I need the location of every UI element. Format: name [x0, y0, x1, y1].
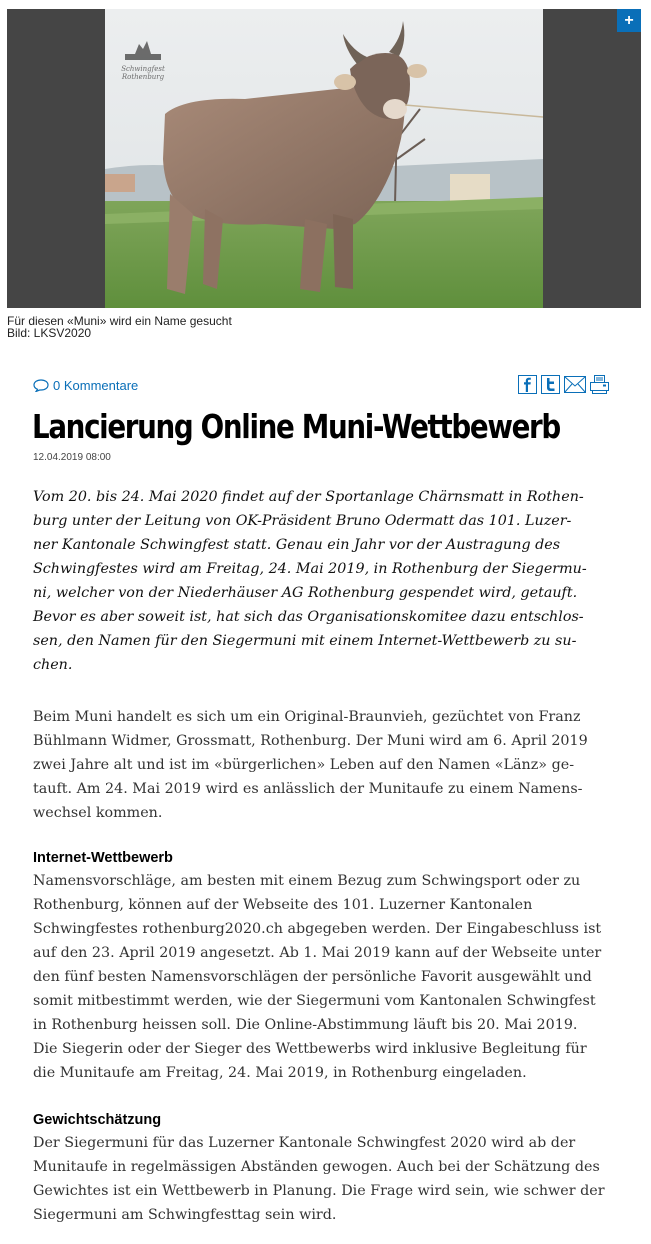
- lead-line: chen.: [33, 657, 73, 673]
- paragraph-line: Gewichtes ist ein Wettbewerb in Planung. Die Frage wird sein, wie schwer der: [33, 1183, 605, 1199]
- mail-icon[interactable]: [564, 375, 586, 394]
- article-paragraph: [33, 705, 623, 825]
- paragraph-line: Die Siegerin oder der Sieger des Wettbewerbs wird inklusive Begleitung für: [33, 1041, 587, 1057]
- svg-text:Schwingfest: Schwingfest: [121, 65, 165, 73]
- publish-date: 12.04.2019 08:00: [33, 452, 111, 463]
- hero-image-container: [7, 9, 641, 308]
- paragraph-line: zwei Jahre alt und ist im «bürgerlichen» Leben auf den Namen «Länz» ge-: [33, 757, 575, 773]
- paragraph-line: die Munitaufe am Freitag, 24. Mai 2019, in Rothenburg eingeladen.: [33, 1065, 527, 1081]
- print-icon[interactable]: [590, 375, 609, 394]
- paragraph-line: Siegermuni am Schwingfesttag sein wird.: [33, 1207, 337, 1223]
- comments-link[interactable]: [33, 378, 138, 393]
- lead-line: burg unter der Leitung von OK-Präsident Bruno Odermatt das 101. Luzer-: [33, 513, 572, 529]
- article-paragraph: [33, 1131, 623, 1227]
- lead-line: Schwingfestes wird am Freitag, 24. Mai 2019, in Rothenburg der Siegermu-: [33, 561, 587, 577]
- hero-photo[interactable]: [105, 9, 543, 308]
- share-bar: [518, 375, 609, 394]
- paragraph-line: in Rothenburg heissen soll. Die Online-Abstimmung läuft bis 20. Mai 2019.: [33, 1017, 578, 1033]
- article-lead: [33, 485, 623, 677]
- paragraph-line: auf den 23. April 2019 angesetzt. Ab 1. Mai 2019 kann auf der Webseite unter: [33, 945, 602, 961]
- paragraph-line: tauft. Am 24. Mai 2019 wird es anlässlich der Munitaufe zu einem Namens-: [33, 781, 583, 797]
- svg-text:Rothenburg: Rothenburg: [121, 73, 165, 81]
- lead-line: ner Kantonale Schwingfest statt. Genau ein Jahr vor der Austragung des: [33, 537, 561, 553]
- article-title: Lancierung Online Muni-Wettbewerb: [32, 407, 560, 446]
- image-caption: [7, 315, 232, 339]
- paragraph-line: den fünf besten Namensvorschlägen der persönliche Favorit ausgewählt und: [33, 969, 592, 985]
- lead-line: sen, den Namen für den Siegermuni mit einem Internet-Wettbewerb zu su-: [33, 633, 577, 649]
- caption-text: Für diesen «Muni» wird ein Name gesucht: [7, 314, 232, 328]
- paragraph-line: Munitaufe in regelmässigen Abständen gewogen. Auch bei der Schätzung des: [33, 1159, 600, 1175]
- caption-credit: Bild: LKSV2020: [7, 326, 92, 340]
- paragraph-line: Rothenburg, können auf der Webseite des 101. Luzerner Kantonalen: [33, 897, 533, 913]
- paragraph-line: Beim Muni handelt es sich um ein Original-Braunvieh, gezüchtet von Franz: [33, 709, 581, 725]
- plus-icon: +: [624, 12, 634, 29]
- paragraph-line: wechsel kommen.: [33, 805, 163, 821]
- section-heading-internet-wettbewerb: Internet-Wettbewerb: [33, 850, 173, 866]
- lead-line: ni, welcher von der Niederhäuser AG Rothenburg gespendet wird, getauft.: [33, 585, 578, 601]
- lead-line: Bevor es aber soweit ist, hat sich das Organisationskomitee dazu entschlos-: [33, 609, 584, 625]
- paragraph-line: somit mitbestimmt werden, wie der Siegermuni vom Kantonalen Schwingfest: [33, 993, 596, 1009]
- comments-count-label: 0 Kommentare: [53, 378, 139, 393]
- lead-line: Vom 20. bis 24. Mai 2020 findet auf der Sportanlage Chärnsmatt in Rothen-: [33, 489, 584, 505]
- paragraph-line: Der Siegermuni für das Luzerner Kantonale Schwingfest 2020 wird ab der: [33, 1135, 576, 1151]
- bull-photo-illustration: [105, 9, 543, 308]
- article-paragraph: [33, 869, 623, 1085]
- twitter-icon[interactable]: [541, 375, 560, 394]
- section-heading-gewichtschaetzung: Gewichtschätzung: [33, 1112, 162, 1128]
- paragraph-line: Bühlmann Widmer, Grossmatt, Rothenburg. Der Muni wird am 6. April 2019: [33, 733, 588, 749]
- paragraph-line: Schwingfestes rothenburg2020.ch abgegeben werden. Der Eingabeschluss ist: [33, 921, 602, 937]
- speech-bubble-icon: [33, 379, 49, 392]
- expand-image-button[interactable]: [617, 9, 641, 32]
- paragraph-line: Namensvorschläge, am besten mit einem Bezug zum Schwingsport oder zu: [33, 873, 581, 889]
- facebook-icon[interactable]: [518, 375, 537, 394]
